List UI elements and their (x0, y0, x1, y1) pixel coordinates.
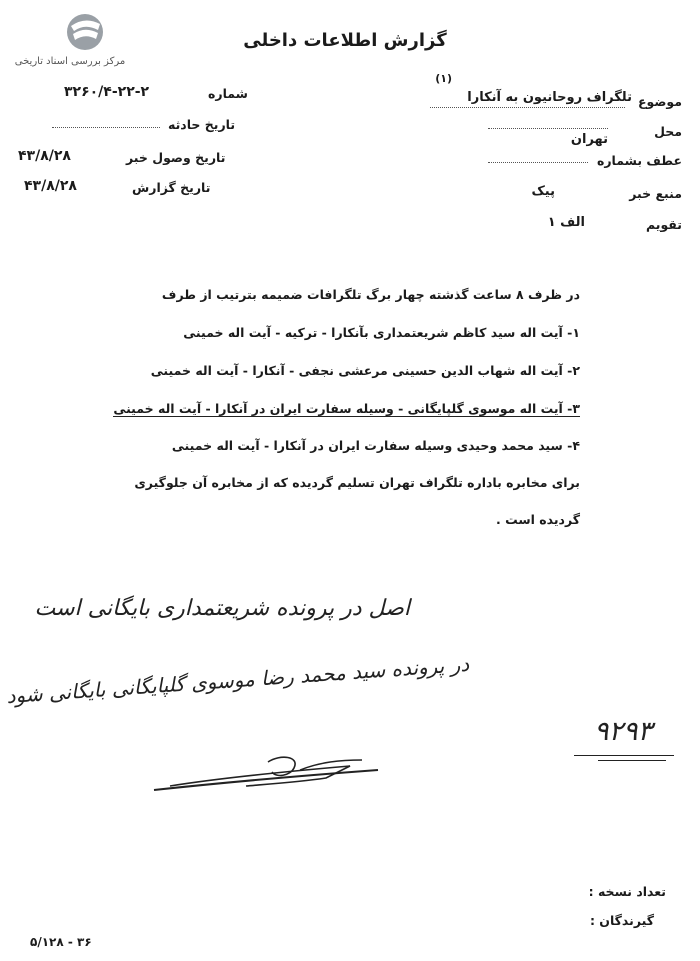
location-dotted-line (488, 128, 608, 129)
subject-value: تلگراف روحانیون به آنکارا (467, 90, 632, 105)
subject-dotted-line (430, 107, 625, 108)
reference-label: عطف بشماره (596, 153, 682, 168)
body-line-4 (113, 401, 580, 416)
recipients-label: گیرندگان : (589, 913, 654, 928)
footer-code: ۵/۱۲۸ - ۳۶ (30, 935, 92, 949)
incident-date-dotted-line (52, 127, 160, 128)
body-line-2: ۱- آیت اله سید کاظم شریعتمداری بآنکارا - ترکیه - آیت اله خمینی (183, 325, 580, 340)
underlined-text: ۳- آیت اله موسوی گلپایگانی - وسیله سفارت ایران در آنکارا - آیت اله خمینی (113, 401, 580, 416)
handwritten-note-archive: اصل در پرونده شریعتمداری بایگانی است (34, 596, 410, 621)
source-label: منبع خبر (629, 186, 682, 201)
location-label: محل (654, 124, 682, 139)
handwritten-number: ۹۲۹۳ (593, 716, 652, 747)
location-value: تهران (570, 132, 608, 147)
number-label: شماره (208, 86, 248, 101)
subject-label: موضوع (637, 94, 682, 109)
report-date-label: تاریخ گزارش (132, 180, 211, 195)
document-title: گزارش اطلاعات داخلی (243, 30, 447, 51)
body-line-5: ۴- سید محمد وحیدی وسیله سفارت ایران در آنکارا - آیت اله خمینی (171, 438, 580, 453)
handwritten-number-underline (574, 755, 674, 756)
archive-logo-icon (62, 12, 108, 52)
incident-date-label: تاریخ حادثه (168, 117, 236, 132)
received-date-label: تاریخ وصول خبر (126, 150, 226, 165)
handwritten-number-underline-2 (598, 760, 666, 761)
archive-name: مرکز بررسی اسناد تاریخی (14, 56, 126, 67)
body-line-6: برای مخابره باداره تلگراف تهران تسلیم گردیده که از مخابره آن جلوگیری (134, 475, 580, 490)
handwritten-note-file: در پرونده سید محمد رضا موسوی گلپایگانی بایگانی شود (6, 651, 471, 709)
report-date-value: ۴۳/۸/۲۸ (24, 178, 77, 194)
rating-value: الف ۱ (547, 215, 585, 230)
rating-label: تقویم (645, 217, 682, 232)
archive-logo (14, 12, 124, 74)
copies-label: تعداد نسخه : (588, 884, 666, 899)
source-value: پیک (531, 184, 555, 199)
number-value: ۳۲۶۰/۴-۲۲-۲ (64, 84, 150, 100)
signature (150, 748, 390, 798)
subject-mark: (۱) (435, 72, 452, 85)
body-line-3: ۲- آیت اله شهاب الدین حسینی مرعشی نجفی - آنکارا - آیت اله خمینی (150, 363, 580, 378)
reference-dotted-line (488, 162, 588, 163)
received-date-value: ۴۳/۸/۲۸ (18, 148, 71, 164)
body-line-1: در ظرف ۸ ساعت گذشته چهار برگ تلگرافات ضمیمه بترتیب از طرف (161, 287, 580, 302)
body-line-7: گردیده است . (495, 512, 580, 527)
